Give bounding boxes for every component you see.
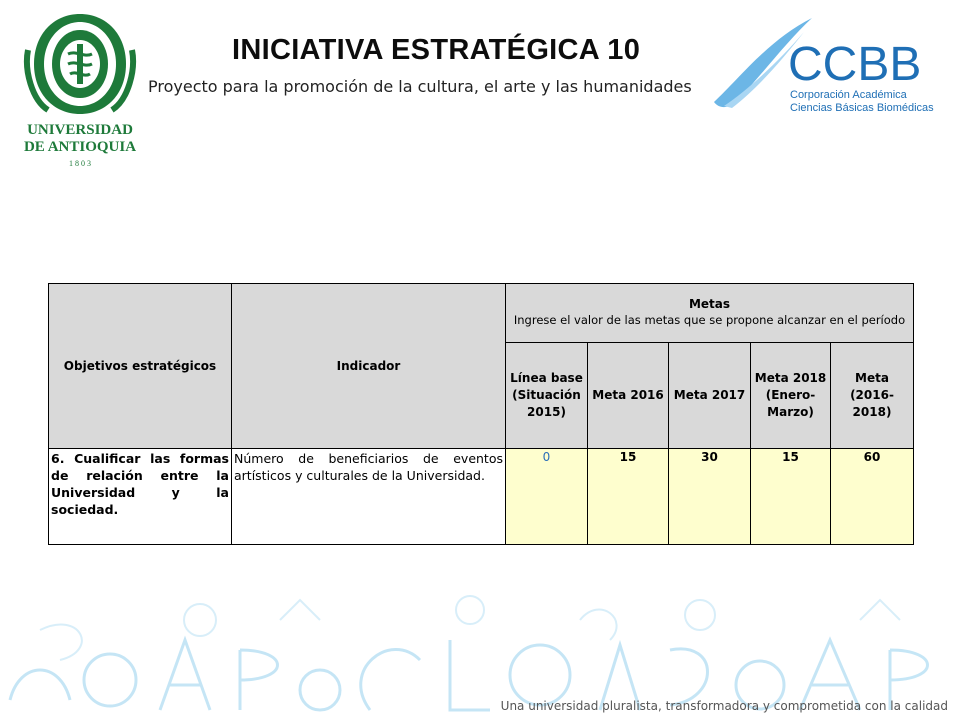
metas-table bbox=[48, 283, 914, 545]
header-meta-2016: Meta 2016 bbox=[588, 343, 669, 449]
universidad-de-antioquia-logo bbox=[18, 10, 142, 170]
ccbb-acronym: CCBB bbox=[788, 38, 922, 91]
meta-2018-value[interactable]: 15 bbox=[751, 449, 831, 545]
header-meta-2017: Meta 2017 bbox=[669, 343, 751, 449]
header-linea-base: Línea base (Situación 2015) bbox=[506, 343, 588, 449]
ccbb-line2: Ciencias Básicas Biomédicas bbox=[790, 102, 934, 114]
footer-motto: Una universidad pluralista, transformadora y comprometida con la calidad bbox=[500, 699, 948, 713]
linea-base-value[interactable]: 0 bbox=[506, 449, 588, 545]
udea-logo-line2: DE ANTIOQUIA bbox=[23, 139, 137, 155]
page-title: INICIATIVA ESTRATÉGICA 10 bbox=[232, 34, 641, 66]
header-meta-2018: Meta 2018 (Enero-Marzo) bbox=[751, 343, 831, 449]
ccbb-line1: Corporación Académica bbox=[790, 89, 907, 101]
header-metas bbox=[506, 284, 914, 343]
objetivo-cell: 6. Cualificar las formas de relación entre la Universidad y la sociedad. bbox=[49, 449, 232, 545]
udea-logo-year: 1 8 0 3 bbox=[69, 159, 91, 168]
udea-seal-icon bbox=[27, 14, 133, 114]
udea-logo-line1: UNIVERSIDAD bbox=[27, 122, 133, 138]
meta-2016-value[interactable]: 15 bbox=[588, 449, 669, 545]
ccbb-logo bbox=[708, 10, 948, 120]
header-meta-total: Meta (2016-2018) bbox=[831, 343, 914, 449]
header-objetivos: Objetivos estratégicos bbox=[49, 284, 232, 449]
meta-total-value[interactable]: 60 bbox=[831, 449, 914, 545]
table-row bbox=[49, 449, 914, 545]
indicador-cell: Número de beneficiarios de eventos artísticos y culturales de la Universidad. bbox=[232, 449, 506, 545]
header-metas-title: Metas bbox=[688, 297, 731, 311]
header-metas-instruction: Ingrese el valor de las metas que se propone alcanzar en el período bbox=[513, 313, 906, 327]
meta-2017-value[interactable]: 30 bbox=[669, 449, 751, 545]
header-indicador: Indicador bbox=[232, 284, 506, 449]
page-subtitle: Proyecto para la promoción de la cultura, el arte y las humanidades bbox=[148, 77, 692, 96]
